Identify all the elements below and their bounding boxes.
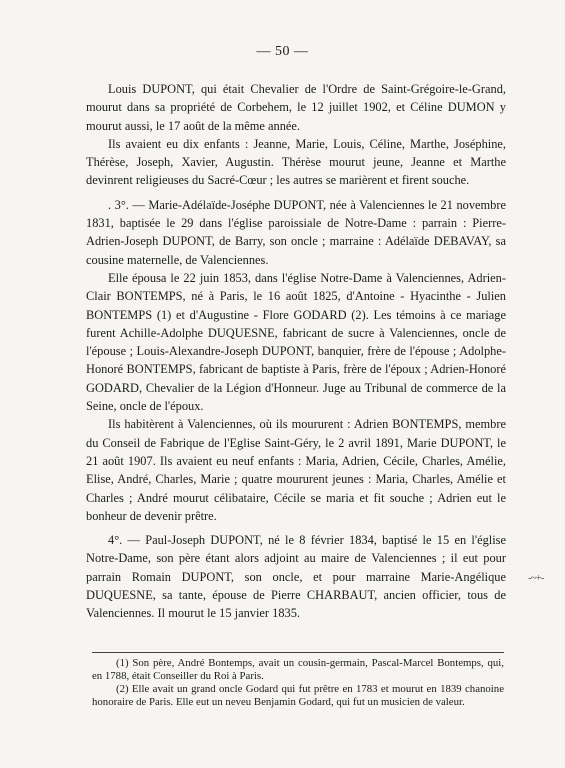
footnote-divider xyxy=(92,652,504,653)
footnote-2: (2) Elle avait un grand oncle Godard qui fut prêtre en 1783 et mourut en 1839 chanoine honoraire de Paris. Elle eut un neveu Benjamin Godard, qui fut un musicien de valeur. xyxy=(92,683,504,708)
footnote-1: (1) Son père, André Bontemps, avait un cousin-germain, Pascal-Marcel Bontemps, qui, en 1788, était Conseiller du Roi à Paris. xyxy=(92,657,504,682)
paragraph-marriage: Elle épousa le 22 juin 1853, dans l'église Notre-Dame à Valenciennes, Adrien-Clair BONTEMPS, né à Paris, le 16 août 1825, d'Antoine - Hyacinthe - Julien BONTEMPS (1) et d'Augustine - Flore GODARD (2). Les témoins à ce mariage furent Achille-Adolphe DUQUESNE, fabricant de sucre à Valenciennes, oncle de l'épouse ; Louis-Alexandre-Joseph DUPONT, banquier, frère de l'épouse ; Adolphe-Honoré BONTEMPS, fabricant de baptiste à Paris, frère de l'époux ; Adrien-Honoré GODARD, Chevalier de la Légion d'Honneur. Juge au Tribunal de commerce de la Seine, oncle de l'époux. xyxy=(86,270,506,414)
paragraph-valenciennes: Ils habitèrent à Valenciennes, où ils moururent : Adrien BONTEMPS, membre du Conseil de Fabrique de l'Eglise Saint-Géry, le 2 avril 1891, Marie DUPONT, le 21 août 1907. Ils avaient eu neuf enfants : Maria, Adrien, Cécile, Charles, Amélie, Elise, André, Charles, Marie ; quatre moururent jeunes : Maria, Charles, Amélie et Charles ; André mourut célibataire, Cécile se maria et fit souche ; Adrien eut le bonheur de devenir prêtre. xyxy=(86,417,506,523)
footnotes xyxy=(92,657,504,709)
paragraph-louis-dupont: Louis DUPONT, qui était Chevalier de l'Ordre de Saint-Grégoire-le-Grand, mourut dans sa propriété de Corbehem, le 12 juillet 1902, et Céline DUMON y mourut aussi, le 17 août de la même année. xyxy=(86,82,506,133)
main-text xyxy=(86,80,506,623)
paragraph-paul-joseph: 4°. — Paul-Joseph DUPONT, né le 8 février 1834, baptisé le 15 en l'église Notre-Dame, son père étant alors adjoint au maire de Valenciennes ; il eut pour parrain Romain DUPONT, son oncle, et pour marraine Marie-Angélique DUQUESNE, sa tante, épouse de Pierre CHARBAUT, ancien officier, tous de Valenciennes. Il mourut le 15 janvier 1835. xyxy=(86,533,506,621)
page-number: — 50 — xyxy=(256,44,309,59)
paragraph-marie-adelaide: . 3°. — Marie-Adélaïde-Joséphe DUPONT, née à Valenciennes le 21 novembre 1831, baptisée le 29 dans l'église paroissiale de Notre-Dame : parrain : Pierre-Adrien-Joseph DUPONT, de Barry, son oncle ; marraine : Adélaïde DEBAVAY, sa cousine maternelle, de Valenciennes. xyxy=(86,197,506,267)
margin-mark: -~+- xyxy=(528,572,544,584)
paragraph-ten-children: Ils avaient eu dix enfants : Jeanne, Marie, Louis, Céline, Marthe, Joséphine, Thérèse, Joseph, Xavier, Augustin. Thérèse mourut jeune, Jeanne et Marthe devinrent religieuses du Sacré-Cœur ; les autres se marièrent et firent souche. xyxy=(86,136,506,188)
